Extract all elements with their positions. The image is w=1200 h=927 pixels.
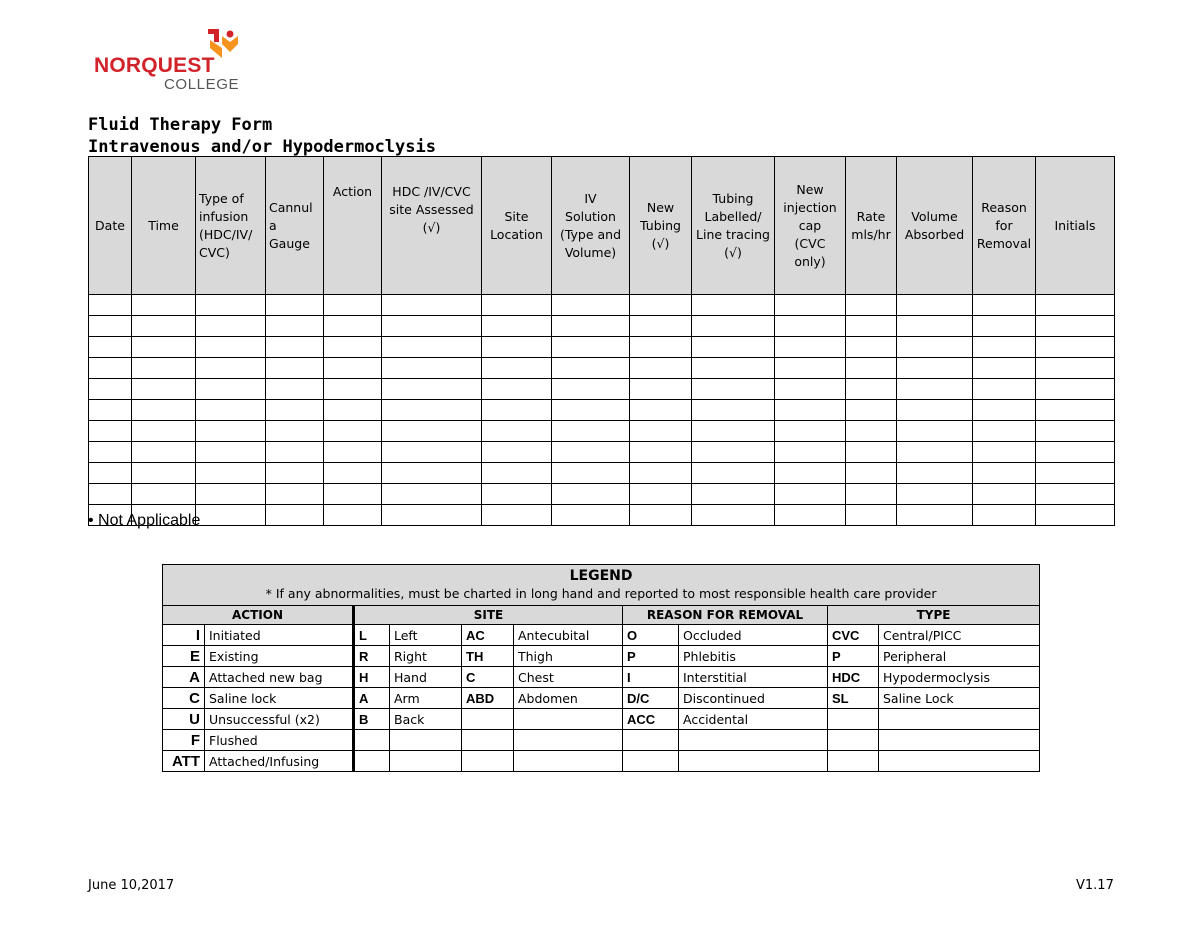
table-cell[interactable] (132, 400, 196, 421)
table-cell[interactable] (382, 463, 482, 484)
table-cell[interactable] (132, 484, 196, 505)
table-cell[interactable] (132, 379, 196, 400)
table-cell[interactable] (482, 484, 552, 505)
table-cell[interactable] (196, 400, 266, 421)
table-row (89, 505, 1115, 526)
legend-site-label-2 (514, 709, 623, 730)
footer-date: June 10,2017 (88, 878, 175, 893)
legend-site-code-2: TH (462, 646, 514, 667)
legend-reason-label (679, 751, 828, 772)
table-cell[interactable] (266, 295, 324, 316)
table-row (89, 400, 1115, 421)
table-cell[interactable] (973, 400, 1036, 421)
table-cell[interactable] (552, 463, 630, 484)
legend-section-reason: REASON FOR REMOVAL (623, 606, 828, 625)
legend-site-code-2: ABD (462, 688, 514, 709)
table-cell[interactable] (630, 379, 692, 400)
table-cell[interactable] (132, 442, 196, 463)
table-cell[interactable] (775, 295, 846, 316)
table-cell[interactable] (775, 337, 846, 358)
table-cell[interactable] (1036, 337, 1115, 358)
table-cell[interactable] (692, 379, 775, 400)
legend-section-site: SITE (354, 606, 623, 625)
logo-name: NORQUEST (94, 54, 215, 77)
table-cell[interactable] (324, 295, 382, 316)
table-cell[interactable] (382, 400, 482, 421)
table-cell[interactable] (89, 484, 132, 505)
table-cell[interactable] (132, 463, 196, 484)
header-type-of-infusion: Type of infusion (HDC/IV/ CVC) (196, 157, 266, 295)
legend-type-label: Peripheral (879, 646, 1040, 667)
table-cell[interactable] (552, 316, 630, 337)
table-cell[interactable] (1036, 358, 1115, 379)
legend-reason-label (679, 730, 828, 751)
table-cell[interactable] (692, 337, 775, 358)
table-cell[interactable] (846, 400, 897, 421)
table-cell[interactable] (897, 316, 973, 337)
legend-reason-code: D/C (623, 688, 679, 709)
table-row (89, 295, 1115, 316)
table-cell[interactable] (692, 316, 775, 337)
table-cell[interactable] (324, 484, 382, 505)
table-cell[interactable] (132, 421, 196, 442)
legend-reason-code (623, 730, 679, 751)
table-cell[interactable] (324, 505, 382, 526)
table-cell[interactable] (775, 505, 846, 526)
header-volume-absorbed: Volume Absorbed (897, 157, 973, 295)
legend-site-label-2: Abdomen (514, 688, 623, 709)
legend-reason-label: Phlebitis (679, 646, 828, 667)
table-cell[interactable] (692, 463, 775, 484)
table-cell[interactable] (897, 442, 973, 463)
table-cell[interactable] (552, 295, 630, 316)
legend-type-code: HDC (828, 667, 879, 688)
table-cell[interactable] (692, 442, 775, 463)
table-cell[interactable] (846, 484, 897, 505)
table-cell[interactable] (324, 379, 382, 400)
table-cell[interactable] (196, 505, 266, 526)
table-row (89, 316, 1115, 337)
table-cell[interactable] (1036, 484, 1115, 505)
table-cell[interactable] (846, 379, 897, 400)
table-cell[interactable] (897, 379, 973, 400)
legend-reason-label: Interstitial (679, 667, 828, 688)
header-new-tubing: New Tubing (√) (630, 157, 692, 295)
table-cell[interactable] (846, 316, 897, 337)
legend-section-row (163, 606, 1040, 625)
table-cell[interactable] (775, 316, 846, 337)
legend-type-label (879, 709, 1040, 730)
legend-row (163, 646, 1040, 667)
table-cell[interactable] (382, 316, 482, 337)
legend-action-label: Attached new bag (205, 667, 354, 688)
table-cell[interactable] (630, 442, 692, 463)
table-cell[interactable] (692, 295, 775, 316)
legend-section-action: ACTION (163, 606, 354, 625)
table-cell[interactable] (382, 379, 482, 400)
legend-type-label: Saline Lock (879, 688, 1040, 709)
table-cell[interactable] (132, 295, 196, 316)
table-cell[interactable] (132, 358, 196, 379)
table-cell[interactable] (266, 484, 324, 505)
table-cell[interactable] (196, 442, 266, 463)
table-row (89, 421, 1115, 442)
table-cell[interactable] (897, 505, 973, 526)
legend-site-label-2: Antecubital (514, 625, 623, 646)
legend-action-code: ATT (163, 751, 205, 772)
table-cell[interactable] (324, 442, 382, 463)
legend-site-label: Hand (390, 667, 462, 688)
legend-action-label: Flushed (205, 730, 354, 751)
table-cell[interactable] (846, 295, 897, 316)
legend-row (163, 730, 1040, 751)
logo-sub: COLLEGE (164, 76, 240, 93)
table-cell[interactable] (973, 505, 1036, 526)
table-cell[interactable] (89, 316, 132, 337)
legend-type-label (879, 751, 1040, 772)
legend-row (163, 751, 1040, 772)
legend-site-label: Left (390, 625, 462, 646)
table-cell[interactable] (552, 400, 630, 421)
table-cell[interactable] (630, 358, 692, 379)
table-cell[interactable] (630, 421, 692, 442)
table-row (89, 442, 1115, 463)
form-title: Fluid Therapy Form (88, 115, 273, 135)
table-cell[interactable] (196, 295, 266, 316)
legend-type-label: Central/PICC (879, 625, 1040, 646)
table-cell[interactable] (552, 484, 630, 505)
table-cell[interactable] (973, 442, 1036, 463)
legend-site-code-2 (462, 709, 514, 730)
table-cell[interactable] (482, 337, 552, 358)
table-cell[interactable] (846, 442, 897, 463)
table-cell[interactable] (775, 421, 846, 442)
table-cell[interactable] (630, 463, 692, 484)
header-new-injection-cap: New injection cap (CVC only) (775, 157, 846, 295)
legend-action-code: I (163, 625, 205, 646)
legend-section-type: TYPE (828, 606, 1040, 625)
table-cell[interactable] (266, 421, 324, 442)
table-cell[interactable] (324, 316, 382, 337)
table-cell[interactable] (775, 400, 846, 421)
table-cell[interactable] (482, 358, 552, 379)
legend-site-code (354, 751, 390, 772)
table-cell[interactable] (897, 358, 973, 379)
legend-site-label-2 (514, 751, 623, 772)
table-cell[interactable] (482, 442, 552, 463)
legend-site-label-2 (514, 730, 623, 751)
table-cell[interactable] (382, 442, 482, 463)
legend-site-label (390, 730, 462, 751)
table-cell[interactable] (775, 442, 846, 463)
legend-action-code: C (163, 688, 205, 709)
fluid-therapy-table (88, 156, 1115, 526)
table-cell[interactable] (1036, 505, 1115, 526)
legend-type-code (828, 730, 879, 751)
table-cell[interactable] (973, 316, 1036, 337)
table-row (89, 463, 1115, 484)
legend-row (163, 709, 1040, 730)
legend-action-label: Initiated (205, 625, 354, 646)
table-cell[interactable] (382, 421, 482, 442)
legend-title: LEGEND (569, 568, 633, 584)
table-cell[interactable] (482, 463, 552, 484)
table-cell[interactable] (552, 421, 630, 442)
table-cell[interactable] (482, 316, 552, 337)
legend-action-code: A (163, 667, 205, 688)
legend-site-code-2 (462, 751, 514, 772)
header-site-location: Site Location (482, 157, 552, 295)
legend-reason-label: Discontinued (679, 688, 828, 709)
table-cell[interactable] (266, 400, 324, 421)
table-cell[interactable] (482, 400, 552, 421)
legend-site-label: Back (390, 709, 462, 730)
table-cell[interactable] (846, 358, 897, 379)
table-cell[interactable] (324, 463, 382, 484)
table-cell[interactable] (1036, 463, 1115, 484)
table-cell[interactable] (973, 379, 1036, 400)
legend-row (163, 688, 1040, 709)
table-cell[interactable] (196, 484, 266, 505)
legend-action-code: U (163, 709, 205, 730)
table-cell[interactable] (482, 421, 552, 442)
legend-type-label (879, 730, 1040, 751)
table-cell[interactable] (630, 295, 692, 316)
table-cell[interactable] (552, 337, 630, 358)
table-cell[interactable] (89, 337, 132, 358)
header-date: Date (89, 157, 132, 295)
table-cell[interactable] (196, 316, 266, 337)
header-time: Time (132, 157, 196, 295)
legend-site-code-2: C (462, 667, 514, 688)
table-cell[interactable] (692, 421, 775, 442)
legend-reason-code: ACC (623, 709, 679, 730)
table-cell[interactable] (552, 358, 630, 379)
table-cell[interactable] (1036, 400, 1115, 421)
legend-reason-code: I (623, 667, 679, 688)
table-row (89, 379, 1115, 400)
table-cell[interactable] (89, 358, 132, 379)
table-cell[interactable] (897, 484, 973, 505)
legend-site-label (390, 751, 462, 772)
table-cell[interactable] (897, 421, 973, 442)
header-cannula-gauge: Cannul a Gauge (266, 157, 324, 295)
legend-site-code: H (354, 667, 390, 688)
table-cell[interactable] (132, 316, 196, 337)
table-cell[interactable] (482, 379, 552, 400)
table-row (89, 337, 1115, 358)
legend-site-code: A (354, 688, 390, 709)
legend-reason-code: O (623, 625, 679, 646)
footer-version: V1.17 (1076, 878, 1114, 893)
legend-site-code: B (354, 709, 390, 730)
table-cell[interactable] (266, 316, 324, 337)
table-cell[interactable] (552, 505, 630, 526)
table-cell[interactable] (1036, 421, 1115, 442)
table-cell[interactable] (630, 400, 692, 421)
table-cell[interactable] (266, 463, 324, 484)
table-cell[interactable] (89, 400, 132, 421)
table-cell[interactable] (973, 484, 1036, 505)
table-cell[interactable] (196, 337, 266, 358)
table-header-row (89, 157, 1115, 295)
table-cell[interactable] (482, 505, 552, 526)
table-cell[interactable] (482, 295, 552, 316)
header-reason-for-removal: Reason for Removal (973, 157, 1036, 295)
header-action: Action (324, 157, 382, 295)
legend-type-code (828, 751, 879, 772)
table-cell[interactable] (775, 358, 846, 379)
legend-reason-label: Occluded (679, 625, 828, 646)
table-cell[interactable] (382, 484, 482, 505)
table-cell[interactable] (552, 442, 630, 463)
table-cell[interactable] (89, 379, 132, 400)
table-cell[interactable] (692, 484, 775, 505)
table-cell[interactable] (324, 421, 382, 442)
table-cell[interactable] (1036, 316, 1115, 337)
not-applicable-note: • Not Applicable (88, 512, 201, 529)
legend-type-label: Hypodermoclysis (879, 667, 1040, 688)
table-cell[interactable] (382, 505, 482, 526)
legend-reason-label: Accidental (679, 709, 828, 730)
legend-site-code-2: AC (462, 625, 514, 646)
table-cell[interactable] (692, 505, 775, 526)
table-cell[interactable] (1036, 379, 1115, 400)
legend-reason-code: P (623, 646, 679, 667)
table-cell[interactable] (630, 484, 692, 505)
legend-site-label: Arm (390, 688, 462, 709)
table-cell[interactable] (132, 337, 196, 358)
table-cell[interactable] (266, 442, 324, 463)
table-cell[interactable] (1036, 295, 1115, 316)
header-tubing-labelled: Tubing Labelled/ Line tracing (√) (692, 157, 775, 295)
table-cell[interactable] (775, 463, 846, 484)
header-rate: Rate mls/hr (846, 157, 897, 295)
table-cell[interactable] (196, 358, 266, 379)
table-cell[interactable] (630, 316, 692, 337)
header-site-assessed: HDC /IV/CVC site Assessed (√) (382, 157, 482, 295)
table-cell[interactable] (324, 337, 382, 358)
table-cell[interactable] (89, 442, 132, 463)
table-cell[interactable] (692, 400, 775, 421)
table-cell[interactable] (897, 295, 973, 316)
header-initials: Initials (1036, 157, 1115, 295)
legend-site-code: R (354, 646, 390, 667)
table-cell[interactable] (266, 358, 324, 379)
legend-row (163, 667, 1040, 688)
legend-action-label: Existing (205, 646, 354, 667)
table-cell[interactable] (775, 379, 846, 400)
legend-type-code: SL (828, 688, 879, 709)
table-cell[interactable] (196, 421, 266, 442)
legend-site-label: Right (390, 646, 462, 667)
table-cell[interactable] (692, 358, 775, 379)
table-cell[interactable] (775, 484, 846, 505)
legend-action-code: F (163, 730, 205, 751)
table-row (89, 358, 1115, 379)
table-body (89, 295, 1115, 526)
legend-action-code: E (163, 646, 205, 667)
table-cell[interactable] (266, 337, 324, 358)
legend-table (162, 564, 1040, 772)
form-subtitle: Intravenous and/or Hypodermoclysis (88, 137, 436, 157)
table-cell[interactable] (846, 463, 897, 484)
table-cell[interactable] (973, 463, 1036, 484)
legend-header-row (163, 565, 1040, 606)
table-cell[interactable] (382, 358, 482, 379)
table-cell[interactable] (973, 295, 1036, 316)
table-cell[interactable] (973, 421, 1036, 442)
legend-site-code-2 (462, 730, 514, 751)
table-cell[interactable] (973, 337, 1036, 358)
table-cell[interactable] (196, 463, 266, 484)
table-cell[interactable] (552, 379, 630, 400)
legend-action-label: Unsuccessful (x2) (205, 709, 354, 730)
header-iv-solution: IV Solution (Type and Volume) (552, 157, 630, 295)
table-cell[interactable] (973, 358, 1036, 379)
legend-site-code: L (354, 625, 390, 646)
legend-type-code: CVC (828, 625, 879, 646)
legend-site-label-2: Thigh (514, 646, 623, 667)
legend-header (163, 565, 1040, 606)
table-cell[interactable] (897, 463, 973, 484)
table-cell[interactable] (266, 379, 324, 400)
norquest-logo (94, 26, 264, 96)
legend-note: * If any abnormalities, must be charted in long hand and reported to most responsible health care provider (265, 586, 937, 601)
legend-site-label-2: Chest (514, 667, 623, 688)
table-row (89, 484, 1115, 505)
table-cell[interactable] (89, 295, 132, 316)
table-cell[interactable] (897, 337, 973, 358)
legend-reason-code (623, 751, 679, 772)
table-cell[interactable] (89, 421, 132, 442)
legend-site-code (354, 730, 390, 751)
table-cell[interactable] (266, 505, 324, 526)
table-cell[interactable] (196, 379, 266, 400)
legend-type-code (828, 709, 879, 730)
table-cell[interactable] (89, 463, 132, 484)
table-cell[interactable] (846, 505, 897, 526)
table-cell[interactable] (382, 337, 482, 358)
table-cell[interactable] (846, 337, 897, 358)
table-cell[interactable] (897, 400, 973, 421)
table-cell[interactable] (324, 400, 382, 421)
table-cell[interactable] (630, 337, 692, 358)
table-cell[interactable] (846, 421, 897, 442)
legend-type-code: P (828, 646, 879, 667)
table-cell[interactable] (324, 358, 382, 379)
legend-row (163, 625, 1040, 646)
legend-action-label: Attached/Infusing (205, 751, 354, 772)
table-cell[interactable] (382, 295, 482, 316)
table-cell[interactable] (630, 505, 692, 526)
legend-action-label: Saline lock (205, 688, 354, 709)
table-cell[interactable] (1036, 442, 1115, 463)
